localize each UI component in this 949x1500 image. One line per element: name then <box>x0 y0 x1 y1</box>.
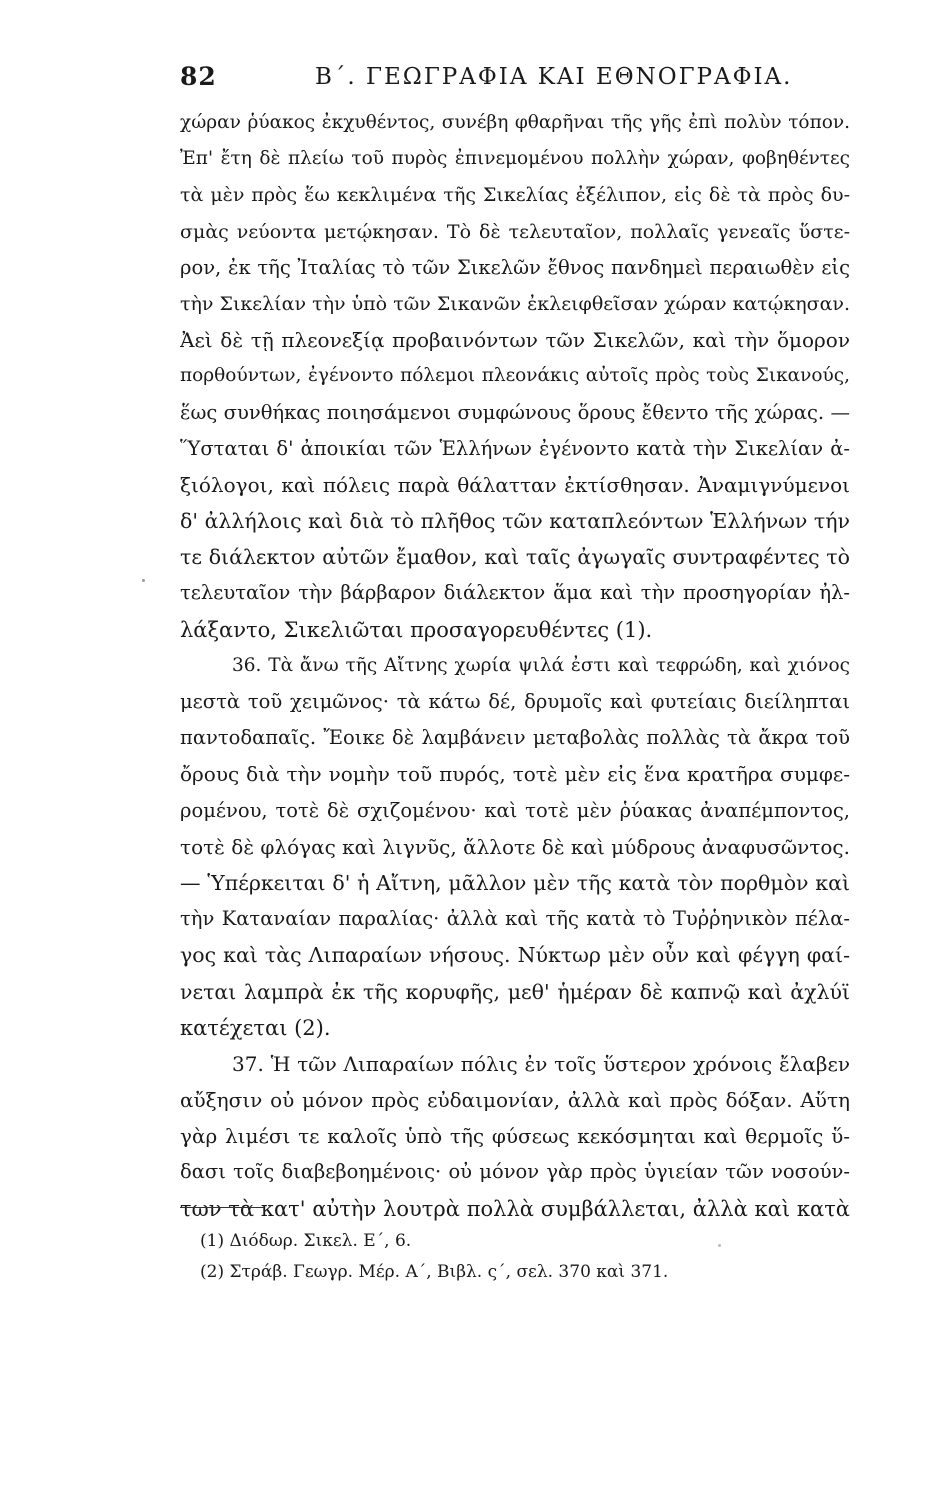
text-line: δ' ἀλλήλοις καὶ διὰ τὸ πλῆθος τῶν καταπλεόντων Ἑλλήνων τήν <box>180 509 850 534</box>
section-37-start: 37. Ἡ τῶν Λιπαραίων πόλις ἐν τοῖς ὕστερον χρόνοις ἔλαβεν <box>232 1051 850 1076</box>
text-line: ἕως συνθήκας ποιησάμενοι συμφώνους ὅρους ἔθεντο τῆς χώρας. — <box>180 400 850 424</box>
text-line: κατέχεται (2). <box>180 1015 331 1040</box>
text-line: Ἐπ' ἔτη δὲ πλείω τοῦ πυρὸς ἐπινεμομένου πολλὴν χώραν, φοβηθέντες <box>180 148 850 170</box>
footnotes <box>200 1226 800 1288</box>
text-line: τὴν Σικελίαν τὴν ὑπὸ τῶν Σικανῶν ἐκλειφθεῖσαν χώραν κατῴκησαν. <box>180 292 850 315</box>
footnote-1: (1) Διόδωρ. Σικελ. Ε΄, 6. <box>200 1231 412 1251</box>
text-line: παντοδαπαῖς. Ἔοικε δὲ λαμβάνειν μεταβολὰς πολλὰς τὰ ἄκρα τοῦ <box>180 726 850 750</box>
text-line: λάξαντο, Σικελιῶται προσαγορευθέντες (1). <box>180 617 653 642</box>
text-line: τὴν Καταναίαν παραλίας· ἀλλὰ καὶ τῆς κατὰ τὸ Τυῤῥηνικὸν πέλα- <box>180 907 850 931</box>
text-line: γὰρ λιμέσι τε καλοῖς ὑπὸ τῆς φύσεως κεκόσμηται καὶ θερμοῖς ὕ- <box>180 1124 850 1149</box>
text-line: των τὰ κατ' αὐτὴν λουτρὰ πολλὰ συμβάλλεται, ἀλλὰ καὶ κατὰ <box>180 1196 850 1221</box>
section-36-start: 36. Τὰ ἄνω τῆς Αἴτνης χωρία ψιλά ἐστι καὶ τεφρώδη, καὶ χιόνος <box>232 654 850 676</box>
text-line: Ἀεὶ δὲ τῇ πλεονεξίᾳ προβαινόντων τῶν Σικελῶν, καὶ τὴν ὅμορον <box>180 328 850 353</box>
text-line: — Ὑπέρκειται δ' ἡ Αἴτνη, μᾶλλον μὲν τῆς κατὰ τὸν πορθμὸν καὶ <box>180 870 850 895</box>
paper-speck <box>142 579 145 582</box>
text-line: ξιόλογοι, καὶ πόλεις παρὰ θάλατταν ἐκτίσθησαν. Ἀναμιγνύμενοι <box>180 472 850 497</box>
text-line: σμὰς νεύοντα μετῴκησαν. Τὸ δὲ τελευταῖον, πολλαῖς γενεαῖς ὕστε- <box>180 220 850 243</box>
running-title: Β΄. ΓΕΩΓΡΑΦΙΑ ΚΑΙ ΕΘΝΟΓΡΑΦΙΑ. <box>315 64 793 90</box>
text-line: πορθούντων, ἐγένοντο πόλεμοι πλεονάκις αὐτοῖς πρὸς τοὺς Σικανούς, <box>180 365 850 387</box>
text-line: τὰ μὲν πρὸς ἕω κεκλιμένα τῆς Σικελίας ἐξέλιπον, εἰς δὲ τὰ πρὸς δυ- <box>180 184 850 207</box>
footnote-divider <box>180 1207 264 1208</box>
text-line: τελευταῖον τὴν βάρβαρον διάλεκτον ἅμα καὶ τὴν προσηγορίαν ἠλ- <box>180 581 850 605</box>
footnote-2: (2) Στράβ. Γεωγρ. Μέρ. Α΄, Βιβλ. ς΄, σελ. 370 καὶ 371. <box>200 1262 669 1282</box>
text-line: ρον, ἐκ τῆς Ἰταλίας τὸ τῶν Σικελῶν ἔθνος πανδημεὶ περαιωθὲν εἰς <box>180 255 850 279</box>
body-text <box>180 105 850 1227</box>
paper-speck <box>718 1244 721 1247</box>
text-line: τοτὲ δὲ φλόγας καὶ λιγνῦς, ἄλλοτε δὲ καὶ μύδρους ἀναφυσῶντος. <box>180 834 850 859</box>
text-line: μεστὰ τοῦ χειμῶνος· τὰ κάτω δέ, δρυμοῖς καὶ φυτείαις διείληπται <box>180 690 850 713</box>
text-line: Ὕσταται δ' ἀποικίαι τῶν Ἑλλήνων ἐγένοντο κατὰ τὴν Σικελίαν ἀ- <box>180 436 850 460</box>
text-line: ρομένου, τοτὲ δὲ σχιζομένου· καὶ τοτὲ μὲν ῥύακας ἀναπέμποντος, <box>180 798 850 822</box>
text-line: τε διάλεκτον αὐτῶν ἔμαθον, καὶ ταῖς ἀγωγαῖς συντραφέντες τὸ <box>180 545 850 570</box>
text-line: ὄρους διὰ τὴν νομὴν τοῦ πυρός, τοτὲ μὲν εἰς ἕνα κρατῆρα συμφε- <box>180 762 850 787</box>
text-line: χώραν ῥύακος ἐκχυθέντος, συνέβη φθαρῆναι τῆς γῆς ἐπὶ πολὺν τόπον. <box>180 112 850 133</box>
text-line: δασι τοῖς διαβεβοημένοις· οὐ μόνον γὰρ πρὸς ὑγιείαν τῶν νοσούν- <box>180 1160 850 1184</box>
text-line: αὔξησιν οὐ μόνον πρὸς εὐδαιμονίαν, ἀλλὰ καὶ πρὸς δόξαν. Αὕτη <box>180 1088 850 1113</box>
page-header <box>180 62 850 102</box>
page-number: 82 <box>180 62 217 91</box>
text-line: νεται λαμπρὰ ἐκ τῆς κορυφῆς, μεθ' ἡμέραν δὲ καπνῷ καὶ ἀχλύϊ <box>180 979 850 1004</box>
text-line: γος καὶ τὰς Λιπαραίων νήσους. Νύκτωρ μὲν οὖν καὶ φέγγη φαί- <box>180 943 850 968</box>
